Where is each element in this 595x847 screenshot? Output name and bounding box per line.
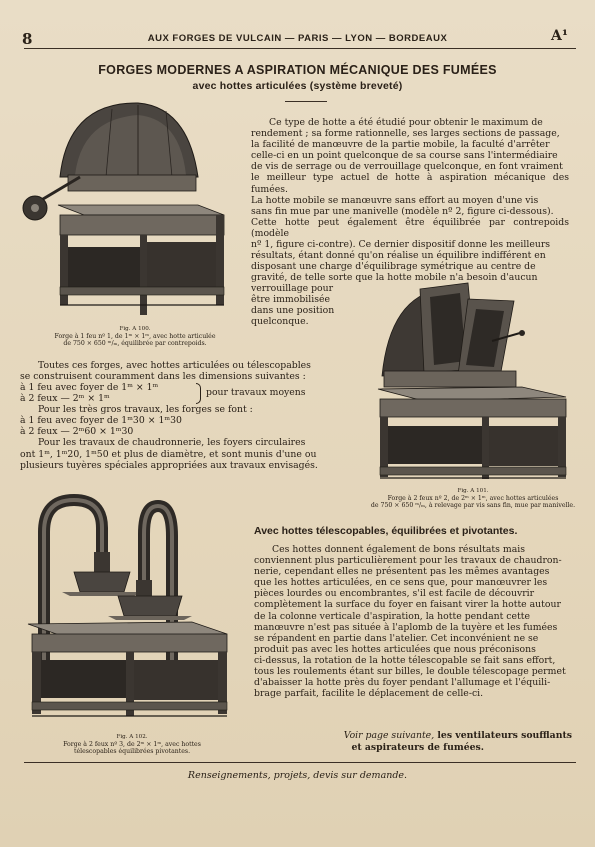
telescopic-heading: Avec hottes télescopables, équilibrées et pivotantes. (254, 525, 518, 537)
intro-line: sans fin mue par une manivelle (modèle nº 2, figure ci-dessous). (251, 205, 554, 217)
intro-line: le meilleur type actuel de hotte à aspiration mécanique des fumées. (251, 172, 569, 195)
intro-tail-line: verrouillage pour (251, 283, 334, 294)
intro-line: Ce type de hotte a été étudié pour obtenir le maximum de (269, 117, 543, 128)
telescopic-line: brage parfait, facilite le déplacement de celle-ci. (254, 688, 484, 700)
telescopic-line: produit pas avec les hottes articulées que nous préconisons (254, 643, 536, 655)
page-number: 8 (22, 30, 33, 48)
dimensions-block (20, 360, 345, 471)
see-next-part-2: les ventilateurs soufflants (434, 730, 572, 741)
dims-row-2: à 2 feux — 2ᵐ × 1ᵐ (20, 393, 110, 405)
fig-100-caption (20, 326, 250, 348)
telescopic-line: Ces hottes donnent également de bons résultats mais (272, 544, 525, 555)
dims-intro-2: se construisent couramment dans les dimensions suivantes : (20, 371, 306, 383)
fig-101-caption (362, 488, 584, 510)
intro-line: la facilité de manœuvre de la partie mobile, la faculté d'arrêter (251, 139, 550, 151)
fig-100-caption-line-1: Forge à 1 feu nº 1, de 1ᵐ × 1ᵐ, avec hotte articulée (54, 333, 216, 341)
brace (196, 383, 201, 404)
dims-row-1: à 1 feu avec foyer de 1ᵐ × 1ᵐ (20, 382, 159, 394)
intro-tail-line: être immobilisée (251, 294, 330, 306)
telescopic-line: nerie, cependant elles ne présentent pas les mêmes avantages (254, 566, 550, 578)
telescopic-line: d'abaisser la hotte près du foyer pendant l'allumage et l'équili- (254, 677, 551, 689)
dims-boiler-1: Pour les travaux de chaudronnerie, les foyers circulaires (38, 437, 306, 449)
fig-100-caption-line-2: de 750 × 650 ᵐ/ₘ, équilibrée par contrepoids. (63, 340, 207, 348)
dims-heavy-intro: Pour les très gros travaux, les forges se font : (38, 404, 253, 416)
intro-line: celle-ci en un point quelconque de sa course sans l'intermédiaire (251, 150, 558, 162)
dims-row-3: à 1 feu avec foyer de 1ᵐ30 × 1ᵐ30 (20, 415, 182, 427)
fig-100-label: Fig. A 100. (119, 326, 151, 332)
telescopic-line: conviennent plus particulièrement pour les travaux de chaudron- (254, 555, 562, 567)
intro-line: disposant une charge d'équilibrage symétrique au centre de (251, 261, 536, 273)
intro-paragraph (251, 117, 569, 283)
telescopic-line: manœuvre n'est pas située à l'aplomb de la tuyère et les fumées (254, 621, 558, 633)
fig-102-caption (20, 734, 244, 756)
telescopic-line: de la colonne verticale d'aspiration, la hotte pendant cette (254, 610, 530, 622)
telescopic-line: que les hottes articulées, en ce sens que, pour manœuvrer les (254, 577, 548, 589)
telescopic-line: pièces lourdes ou encombrantes, s'il est facile de découvrir (254, 588, 535, 600)
page-subtitle: avec hottes articulées (système breveté) (192, 80, 403, 92)
title-divider (285, 101, 327, 102)
dims-medium-group (20, 382, 345, 404)
section-code: A¹ (551, 28, 568, 44)
page-title: FORGES MODERNES A ASPIRATION MÉCANIQUE DES FUMÉES (98, 63, 497, 77)
telescopic-line: tous les roulements étant sur billes, le double télescopage permet (254, 666, 566, 678)
see-next-part-3: et aspirateurs de fumées. (351, 741, 484, 753)
dims-boiler-2: ont 1ᵐ, 1ᵐ20, 1ᵐ50 et plus de diamètre, et sont munis d'une ou (20, 448, 317, 460)
telescopic-paragraph (254, 544, 572, 699)
dims-boiler-3: plusieurs tuyères spéciales appropriées aux travaux envisagés. (20, 459, 318, 471)
footer-note: Renseignements, projets, devis sur demande. (187, 770, 408, 781)
intro-line: rendement ; sa forme rationnelle, ses larges sections de passage, (251, 128, 560, 140)
header-rule (24, 48, 576, 49)
fig-101-caption-line-1: Forge à 2 feux nº 2, de 2ᵐ × 1ᵐ, avec hottes articulées (387, 495, 559, 503)
intro-line: La hotte mobile se manœuvre sans effort au moyen d'une vis (251, 194, 539, 206)
intro-tail (251, 283, 366, 327)
fig-102-label: Fig. A 102. (116, 734, 148, 740)
forge-1-illustration (20, 97, 235, 322)
intro-line: nº 1, figure ci-contre). Ce dernier dispositif donne les meilleurs (251, 239, 551, 251)
intro-line: gravité, de telle sorte que la hotte mobile n'a besoin d'aucun (251, 272, 538, 284)
fig-102-caption-line-2: télescopables équilibrées pivotantes. (73, 748, 191, 756)
dims-row-4: à 2 feux — 2ᵐ60 × 1ᵐ30 (20, 426, 134, 438)
fig-101-label: Fig. A 101. (457, 488, 489, 494)
telescopic-line: ci-dessus, la rotation de la hotte télescopable se fait sans effort, (254, 654, 556, 666)
fig-101-caption-line-2: de 750 × 650 ᵐ/ₘ, à relevage par vis sans fin, mue par manivelle. (370, 502, 576, 510)
forge-2-illustration (372, 281, 572, 486)
telescopic-line: se répandent en partie dans l'atelier. Cet inconvénient ne se (254, 632, 539, 644)
running-title: AUX FORGES DE VULCAIN — PARIS — LYON — BORDEAUX (147, 33, 448, 44)
forge-3-illustration (22, 494, 234, 728)
see-next-note (254, 730, 572, 753)
telescopic-line: complètement la surface du foyer en faisant virer la hotte autour (254, 599, 561, 611)
footer-rule (24, 762, 576, 763)
dims-brace-note: pour travaux moyens (206, 387, 306, 399)
intro-line: de vis de serrage ou de verrouillage quelconque, en font vraiment (251, 161, 563, 173)
see-next-part-1: Voir page suivante, (343, 730, 435, 741)
intro-line: Cette hotte peut également être équilibrée par contrepoids (modèle (251, 216, 569, 239)
intro-line: résultats, étant donné qu'on réalise un équilibre indifférent en (251, 250, 546, 262)
dims-intro-1: Toutes ces forges, avec hottes articulées ou télescopables (38, 360, 311, 371)
intro-tail-line: quelconque. (251, 316, 309, 328)
fig-102-caption-line-1: Forge à 2 feux nº 3, de 2ᵐ × 1ᵐ, avec hottes (63, 741, 201, 749)
intro-tail-line: dans une position (251, 305, 335, 317)
